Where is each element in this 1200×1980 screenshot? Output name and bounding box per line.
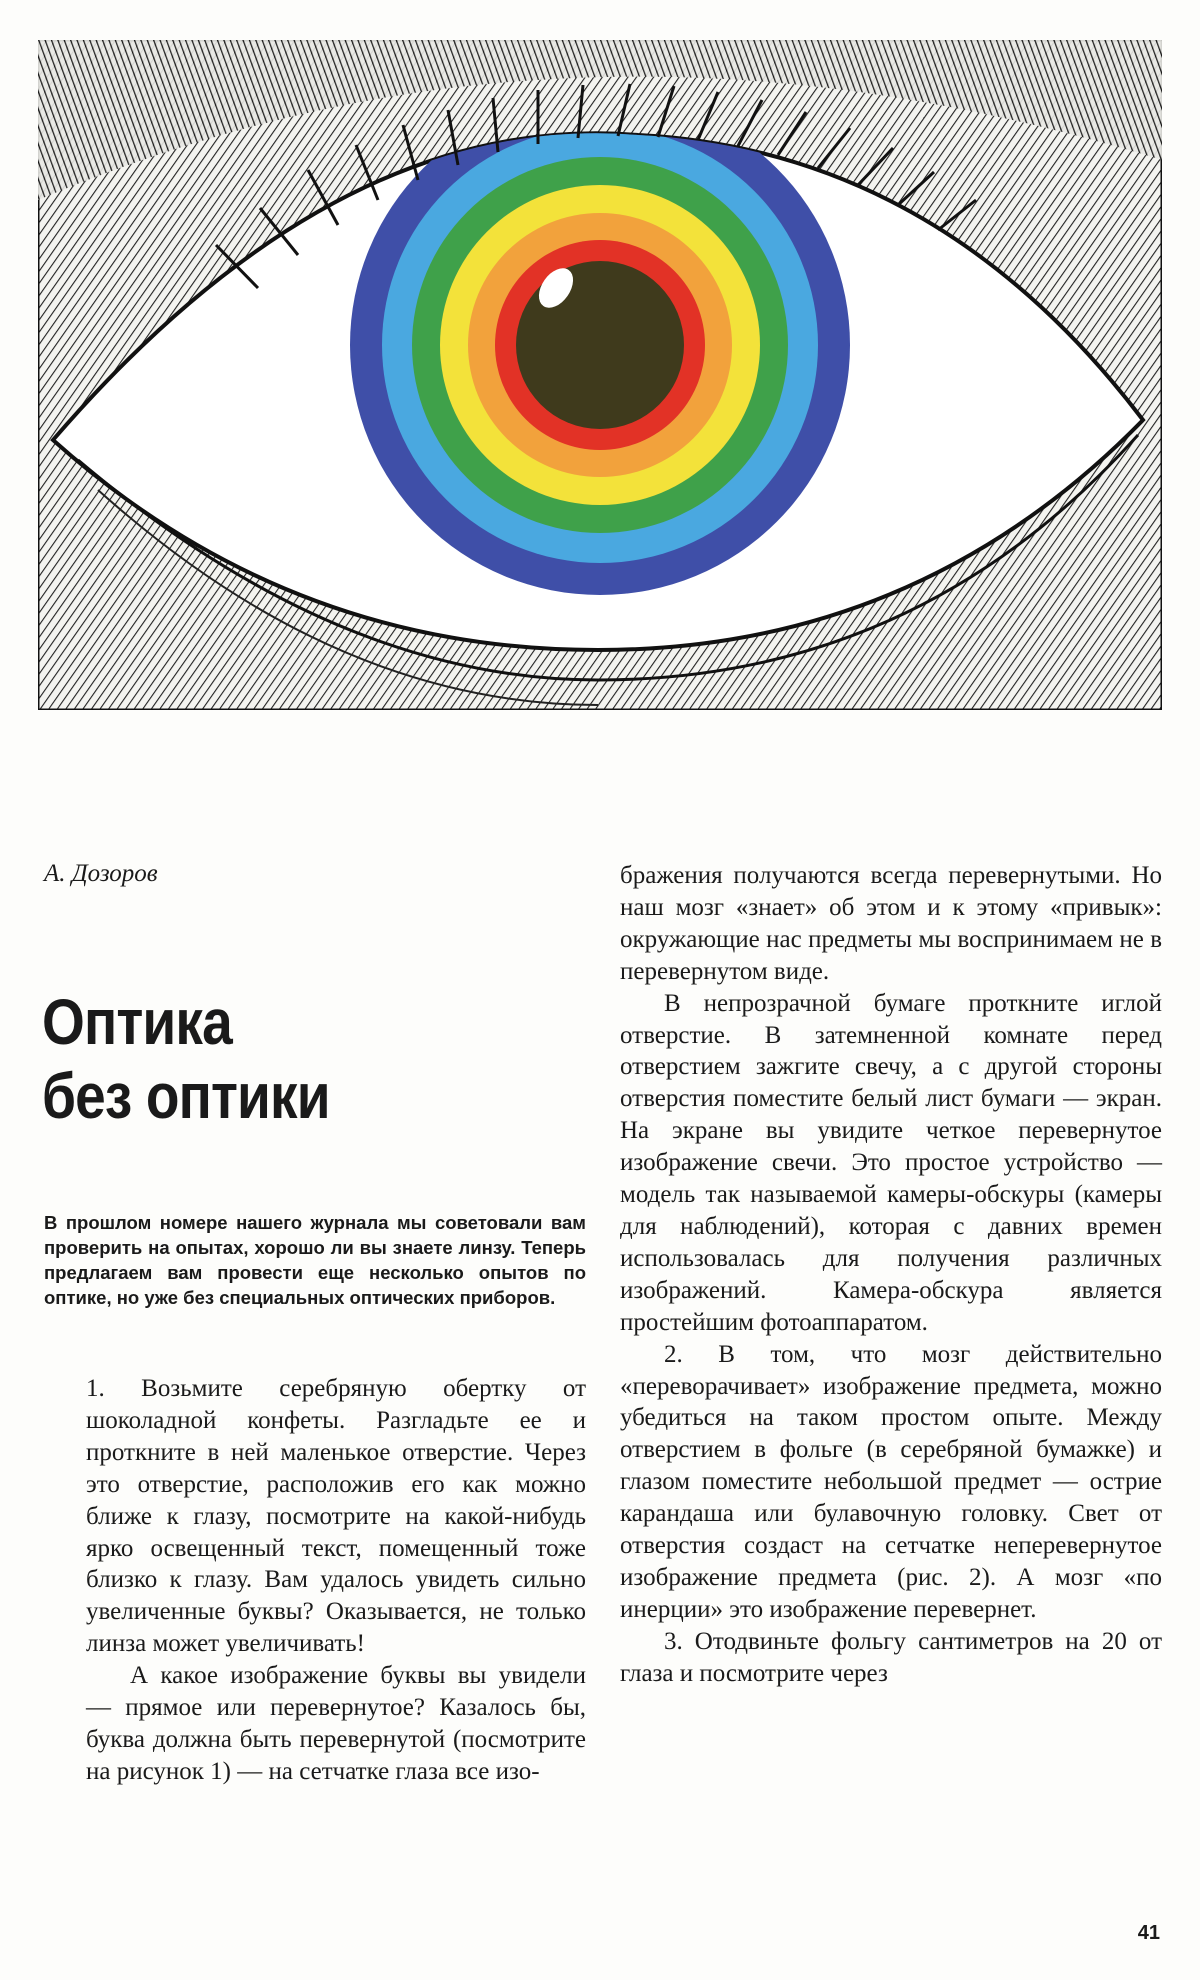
paragraph: А какое изображение буквы вы увидели — прямое или перевернутое? Казалось бы, буква должна быть перевернутой (посмотрите на рисунок 1) — на сетчатке глаза все изо- <box>86 1662 586 1785</box>
paragraph: 1. Возьмите серебряную обертку от шоколадной конфеты. Разгладьте ее и проткните в ней маленькое отверстие. Через это отверстие, расположив его как можно ближе к глазу, посмотрите на какой-нибудь ярко освещенный текст, помещенный тоже близко к глазу. Вам удалось увидеть сильно увеличенные буквы? Оказывается, не только линза может увеличивать! <box>86 1375 586 1658</box>
text-column-right <box>620 860 1162 1690</box>
eye-drawing <box>38 40 1162 710</box>
paragraph: 3. Отодвиньте фольгу сантиметров на 20 от глаза и посмотрите через <box>620 1627 1162 1687</box>
title-line: Оптика <box>42 986 232 1058</box>
eye-illustration <box>38 40 1162 710</box>
paragraph: бражения получаются всегда перевернутыми. Но наш мозг «знает» об этом и к этому «привык»: окружающие нас предметы мы воспринимаем не в перевернутом виде. <box>620 862 1162 985</box>
text-column-left <box>86 1373 586 1788</box>
paragraph: В непрозрачной бумаге проткните иглой отверстие. В затемненной комнате перед отверстием зажгите свечу, а с другой стороны отверстия поместите белый лист бумаги — экран. На экране вы увидите четкое перевернутое изображение свечи. Это простое устройство — модель так называемой камеры-обскуры (камеры для наблюдений), которая с давних времен использовалась для получения различных изображений. Камера-обскура является простейшим фотоаппаратом. <box>620 989 1162 1336</box>
page-number: 41 <box>1137 1922 1160 1944</box>
article-title <box>42 985 330 1133</box>
paragraph: 2. В том, что мозг действительно «переворачивает» изображение предмета, можно убедиться на таком простом опыте. Между отверстием в фольге (в серебряной бумажке) и глазом поместите небольшой предмет — острие карандаша или булавочную головку. Свет от отверстия создаст на сетчатке неперевернутое изображение предмета (рис. 2). А мозг «по инерции» это изображение перевернет. <box>620 1340 1162 1623</box>
author-name: А. Дозоров <box>44 860 158 887</box>
lead-paragraph: В прошлом номере нашего журнала мы советовали вам проверить на опытах, хорошо ли вы знаете линзу. Теперь предлагаем вам провести еще несколько опытов по оптике, но уже без специальных оптических приборов. <box>44 1212 586 1308</box>
title-line: без оптики <box>42 1060 330 1132</box>
